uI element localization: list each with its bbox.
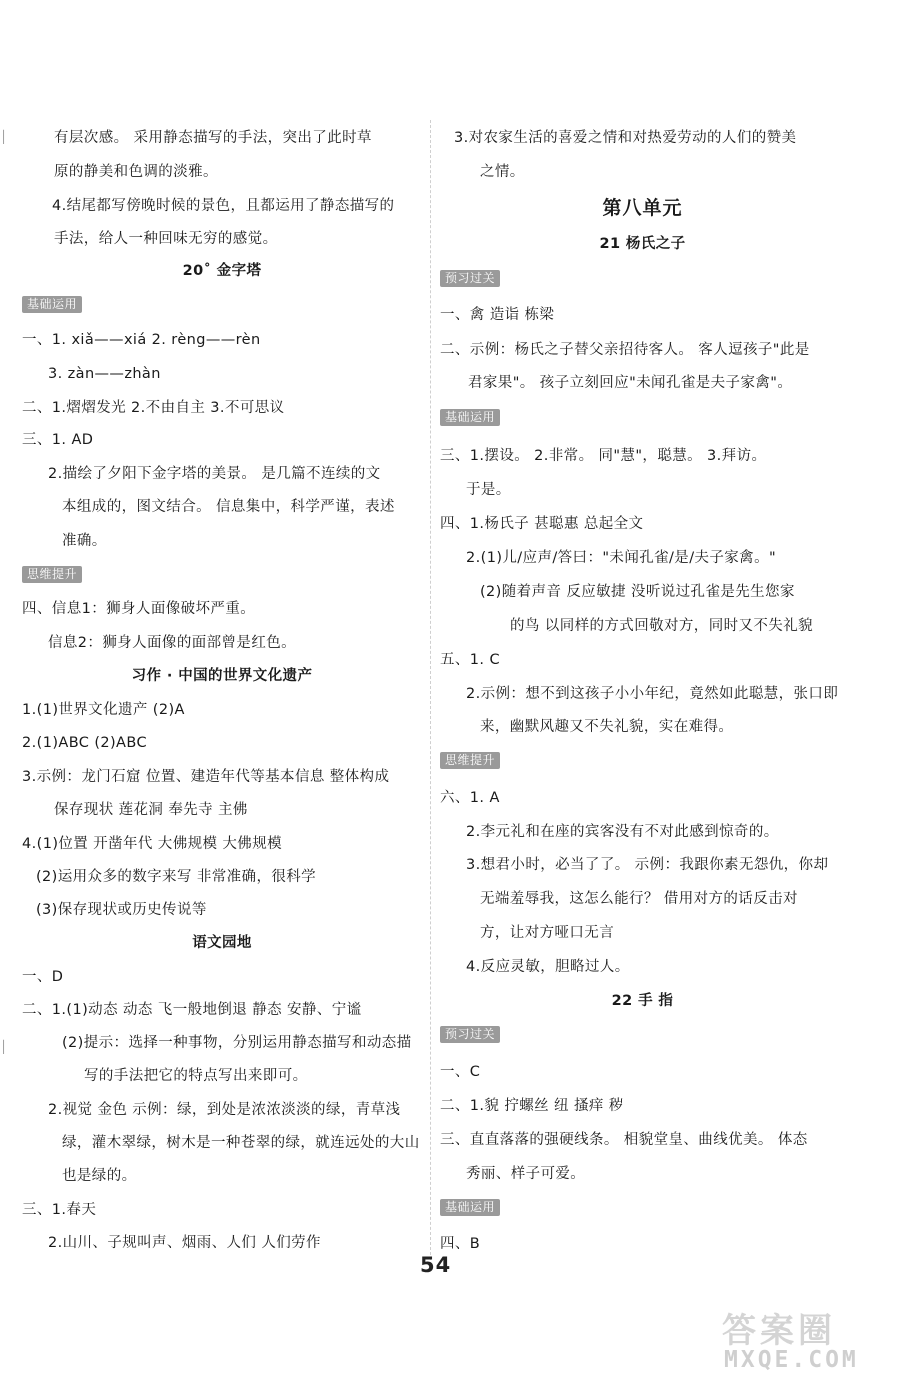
- answer-line: 2.李元礼和在座的宾客没有不对此感到惊奇的。: [466, 824, 779, 840]
- answer-line: 二、1.熠熠发光 2.不由自主 3.不可思议: [22, 400, 285, 416]
- answer-line: 三、1.摆设。 2.非常。 同"慧"，聪慧。 3.拜访。: [440, 448, 767, 464]
- answer-line: 于是。: [466, 482, 511, 498]
- section-title: 习作 · 中国的世界文化遗产: [131, 668, 313, 684]
- answer-line: 秀丽、样子可爱。: [466, 1166, 586, 1182]
- answer-line: 2.视觉 金色 示例：绿，到处是浓浓淡淡的绿，青草浅: [48, 1102, 401, 1118]
- answer-line: (2)提示：选择一种事物，分别运用静态描写和动态描: [62, 1035, 412, 1051]
- watermark-text: 答案圈: [722, 1311, 836, 1351]
- answer-line: 准确。: [62, 533, 107, 549]
- answer-line: 四、1.杨氏子 甚聪惠 总起全文: [440, 516, 644, 532]
- answer-line: 四、信息1：狮身人面像破坏严重。: [22, 601, 256, 617]
- answer-line: 3.想君小时，必当了了。 示例：我跟你素无怨仇，你却: [466, 857, 829, 873]
- edge-mark: │: [0, 1040, 8, 1054]
- answer-line: 二、1.貌 拧螺丝 纽 搔痒 秽: [440, 1098, 624, 1114]
- answer-line: 无端羞辱我，这怎么能行？ 借用对方的话反击对: [480, 891, 798, 907]
- answer-line: 一、1. xiǎ——xiá 2. rèng——rèn: [22, 332, 261, 348]
- section-title: 20˚ 金字塔: [182, 263, 262, 279]
- answer-line: 五、1. C: [440, 652, 500, 668]
- section-title: 语文园地: [192, 935, 252, 951]
- answer-line: 本组成的，图文结合。 信息集中，科学严谨，表述: [62, 499, 395, 515]
- answer-line: 2.(1)ABC (2)ABC: [22, 735, 147, 751]
- answer-line: 写的手法把它的特点写出来即可。: [84, 1068, 308, 1084]
- answer-line: 3.示例：龙门石窟 位置、建造年代等基本信息 整体构成: [22, 769, 390, 785]
- section-badge: 基础运用: [440, 409, 500, 426]
- column-divider: [430, 120, 431, 1270]
- section-badge: 基础运用: [440, 1199, 500, 1216]
- answer-line: 方，让对方哑口无言: [480, 925, 615, 941]
- answer-line: (2)随着声音 反应敏捷 没听说过孔雀是先生您家: [480, 584, 795, 600]
- answer-line: (2)运用众多的数字来写 非常准确，很科学: [36, 869, 317, 885]
- answer-line: 2.山川、子规叫声、烟雨、人们 人们劳作: [48, 1235, 321, 1251]
- answer-line: 4.结尾都写傍晚时候的景色，且都运用了静态描写的: [52, 198, 395, 214]
- section-badge: 基础运用: [22, 296, 82, 313]
- answer-line: 2.示例：想不到这孩子小小年纪，竟然如此聪慧，张口即: [466, 686, 839, 702]
- watermark-url: MXQE.COM: [724, 1347, 859, 1373]
- answer-line: 三、直直落落的强硬线条。 相貌堂皇、曲线优美。 体态: [440, 1132, 808, 1148]
- answer-line: 一、禽 造诣 栋梁: [440, 307, 555, 323]
- section-title: 21 杨氏之子: [599, 236, 686, 252]
- answer-line: 原的静美和色调的淡雅。: [54, 164, 218, 180]
- section-badge: 思维提升: [22, 566, 82, 583]
- answer-line: 二、示例：杨氏之子替父亲招待客人。 客人逗孩子"此是: [440, 342, 810, 358]
- answer-line: 四、B: [440, 1236, 481, 1252]
- answer-line: (3)保存现状或历史传说等: [36, 902, 207, 918]
- answer-line: 2.描绘了夕阳下金字塔的美景。 是几篇不连续的文: [48, 466, 381, 482]
- answer-line: 也是绿的。: [62, 1168, 137, 1184]
- edge-mark: │: [0, 130, 8, 144]
- answer-line: 保存现状 莲花洞 奉先寺 主佛: [54, 802, 248, 818]
- answer-line: 六、1. A: [440, 790, 500, 806]
- answer-line: 4.反应灵敏，胆略过人。: [466, 959, 630, 975]
- answer-line: 3.对农家生活的喜爱之情和对热爱劳动的人们的赞美: [454, 130, 797, 146]
- section-title: 22 手 指: [611, 993, 674, 1009]
- answer-line: 4.(1)位置 开凿年代 大佛规模 大佛规模: [22, 836, 282, 852]
- answer-line: 有层次感。 采用静态描写的手法，突出了此时草: [54, 130, 372, 146]
- answer-line: 一、D: [22, 969, 64, 985]
- answer-line: 手法，给人一种回味无穷的感觉。: [54, 231, 278, 247]
- watermark-logo: [722, 1303, 892, 1379]
- answer-line: 三、1.春天: [22, 1202, 97, 1218]
- answer-line: 2.(1)儿/应声/答曰："未闻孔雀/是/夫子家禽。": [466, 550, 777, 566]
- unit-title: 第八单元: [602, 197, 683, 219]
- section-badge: 思维提升: [440, 752, 500, 769]
- answer-line: 之情。: [480, 164, 525, 180]
- page-number: 54: [420, 1253, 452, 1277]
- answer-line: 绿，灌木翠绿，树木是一种苍翠的绿，就连远处的大山: [62, 1135, 420, 1151]
- answer-line: 君家果"。 孩子立刻回应"未闻孔雀是夫子家禽"。: [468, 375, 793, 391]
- answer-line: 的鸟 以同样的方式回敬对方，同时又不失礼貌: [510, 618, 814, 634]
- answer-line: 信息2：狮身人面像的面部曾是红色。: [48, 635, 297, 651]
- answer-line: 来，幽默风趣又不失礼貌，实在难得。: [480, 719, 734, 735]
- section-badge: 预习过关: [440, 1026, 500, 1043]
- answer-line: 1.(1)世界文化遗产 (2)A: [22, 702, 185, 718]
- section-badge: 预习过关: [440, 270, 500, 287]
- answer-line: 二、1.(1)动态 动态 飞一般地倒退 静态 安静、宁谧: [22, 1002, 362, 1018]
- answer-line: 3. zàn——zhàn: [48, 366, 161, 382]
- answer-line: 三、1. AD: [22, 432, 94, 448]
- answer-line: 一、C: [440, 1064, 481, 1080]
